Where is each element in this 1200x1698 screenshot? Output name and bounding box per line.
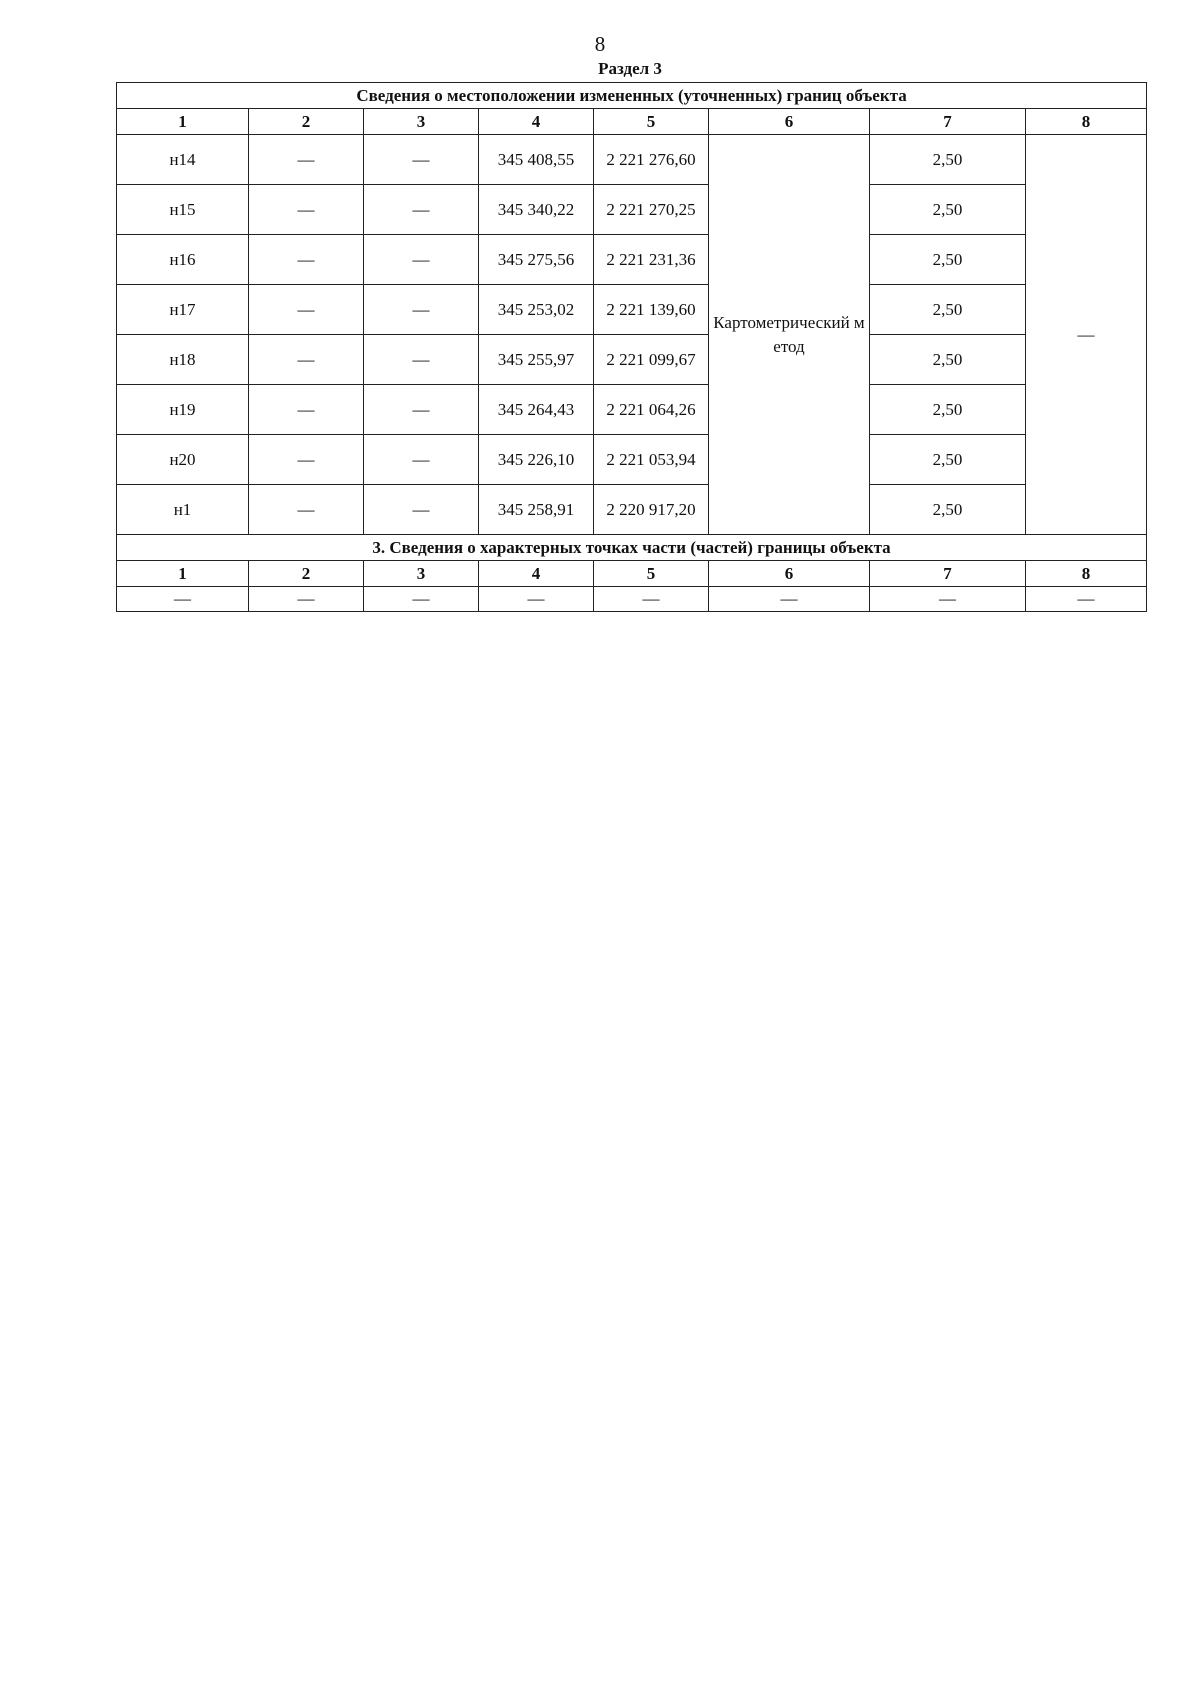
table1-title-row [117, 83, 1147, 109]
table-row [117, 485, 1147, 535]
point-name-cell: н14 [117, 135, 249, 185]
point-name-cell: н19 [117, 385, 249, 435]
empty-dash-cell: — [249, 435, 364, 485]
section-title: Раздел 3 [598, 59, 662, 78]
x-coordinate-cell: 345 340,22 [479, 185, 594, 235]
empty-dash-cell: — [249, 485, 364, 535]
y-coordinate-cell: 2 221 231,36 [594, 235, 709, 285]
empty-dash-cell: — [249, 385, 364, 435]
column-header: 2 [249, 561, 364, 587]
table2-title-row [117, 535, 1147, 561]
table1-title: Сведения о местоположении измененных (уточненных) границ объекта [117, 83, 1147, 109]
empty-dash-cell: — [249, 135, 364, 185]
y-coordinate-cell: 2 221 099,67 [594, 335, 709, 385]
table-row [117, 435, 1147, 485]
col8-cell: — [1026, 135, 1147, 535]
y-coordinate-cell: 2 221 270,25 [594, 185, 709, 235]
accuracy-cell: 2,50 [870, 185, 1026, 235]
table1-header-row [117, 109, 1147, 135]
accuracy-cell: 2,50 [870, 285, 1026, 335]
x-coordinate-cell: 345 258,91 [479, 485, 594, 535]
point-name-cell: н15 [117, 185, 249, 235]
empty-dash-cell: — [364, 135, 479, 185]
table-row [117, 587, 1147, 612]
empty-dash-cell: — [249, 587, 364, 612]
column-header: 1 [117, 109, 249, 135]
column-header: 5 [594, 109, 709, 135]
column-header: 4 [479, 109, 594, 135]
x-coordinate-cell: 345 253,02 [479, 285, 594, 335]
x-coordinate-cell: 345 264,43 [479, 385, 594, 435]
page-number: 8 [594, 32, 606, 56]
accuracy-cell: 2,50 [870, 385, 1026, 435]
point-name-cell: н20 [117, 435, 249, 485]
point-name-cell: н16 [117, 235, 249, 285]
empty-dash-cell: — [594, 587, 709, 612]
accuracy-cell: 2,50 [870, 235, 1026, 285]
table-row [117, 235, 1147, 285]
boundary-table [116, 82, 1147, 612]
column-header: 2 [249, 109, 364, 135]
method-cell: Картометрический метод [709, 135, 870, 535]
column-header: 8 [1026, 109, 1147, 135]
accuracy-cell: 2,50 [870, 135, 1026, 185]
y-coordinate-cell: 2 221 064,26 [594, 385, 709, 435]
column-header: 8 [1026, 561, 1147, 587]
column-header: 3 [364, 561, 479, 587]
empty-dash-cell: — [364, 485, 479, 535]
empty-dash-cell: — [364, 285, 479, 335]
y-coordinate-cell: 2 221 276,60 [594, 135, 709, 185]
empty-dash-cell: — [870, 587, 1026, 612]
column-header: 1 [117, 561, 249, 587]
empty-dash-cell: — [249, 285, 364, 335]
y-coordinate-cell: 2 220 917,20 [594, 485, 709, 535]
x-coordinate-cell: 345 255,97 [479, 335, 594, 385]
empty-dash-cell: — [709, 587, 870, 612]
point-name-cell: н18 [117, 335, 249, 385]
column-header: 7 [870, 561, 1026, 587]
x-coordinate-cell: 345 408,55 [479, 135, 594, 185]
x-coordinate-cell: 345 226,10 [479, 435, 594, 485]
table-row [117, 135, 1147, 185]
accuracy-cell: 2,50 [870, 335, 1026, 385]
empty-dash-cell: — [1026, 587, 1147, 612]
column-header: 4 [479, 561, 594, 587]
column-header: 6 [709, 109, 870, 135]
empty-dash-cell: — [249, 185, 364, 235]
y-coordinate-cell: 2 221 053,94 [594, 435, 709, 485]
empty-dash-cell: — [364, 587, 479, 612]
empty-dash-cell: — [364, 335, 479, 385]
point-name-cell: н1 [117, 485, 249, 535]
point-name-cell: н17 [117, 285, 249, 335]
empty-dash-cell: — [249, 235, 364, 285]
accuracy-cell: 2,50 [870, 485, 1026, 535]
empty-dash-cell: — [249, 335, 364, 385]
accuracy-cell: 2,50 [870, 435, 1026, 485]
y-coordinate-cell: 2 221 139,60 [594, 285, 709, 335]
table2-header-row [117, 561, 1147, 587]
empty-dash-cell: — [479, 587, 594, 612]
empty-dash-cell: — [364, 385, 479, 435]
empty-dash-cell: — [364, 435, 479, 485]
table-row [117, 285, 1147, 335]
empty-dash-cell: — [364, 185, 479, 235]
table-row [117, 185, 1147, 235]
x-coordinate-cell: 345 275,56 [479, 235, 594, 285]
column-header: 7 [870, 109, 1026, 135]
table2-title: 3. Сведения о характерных точках части (частей) границы объекта [117, 535, 1147, 561]
table-row [117, 335, 1147, 385]
empty-dash-cell: — [117, 587, 249, 612]
empty-dash-cell: — [364, 235, 479, 285]
column-header: 6 [709, 561, 870, 587]
column-header: 5 [594, 561, 709, 587]
column-header: 3 [364, 109, 479, 135]
table-row [117, 385, 1147, 435]
